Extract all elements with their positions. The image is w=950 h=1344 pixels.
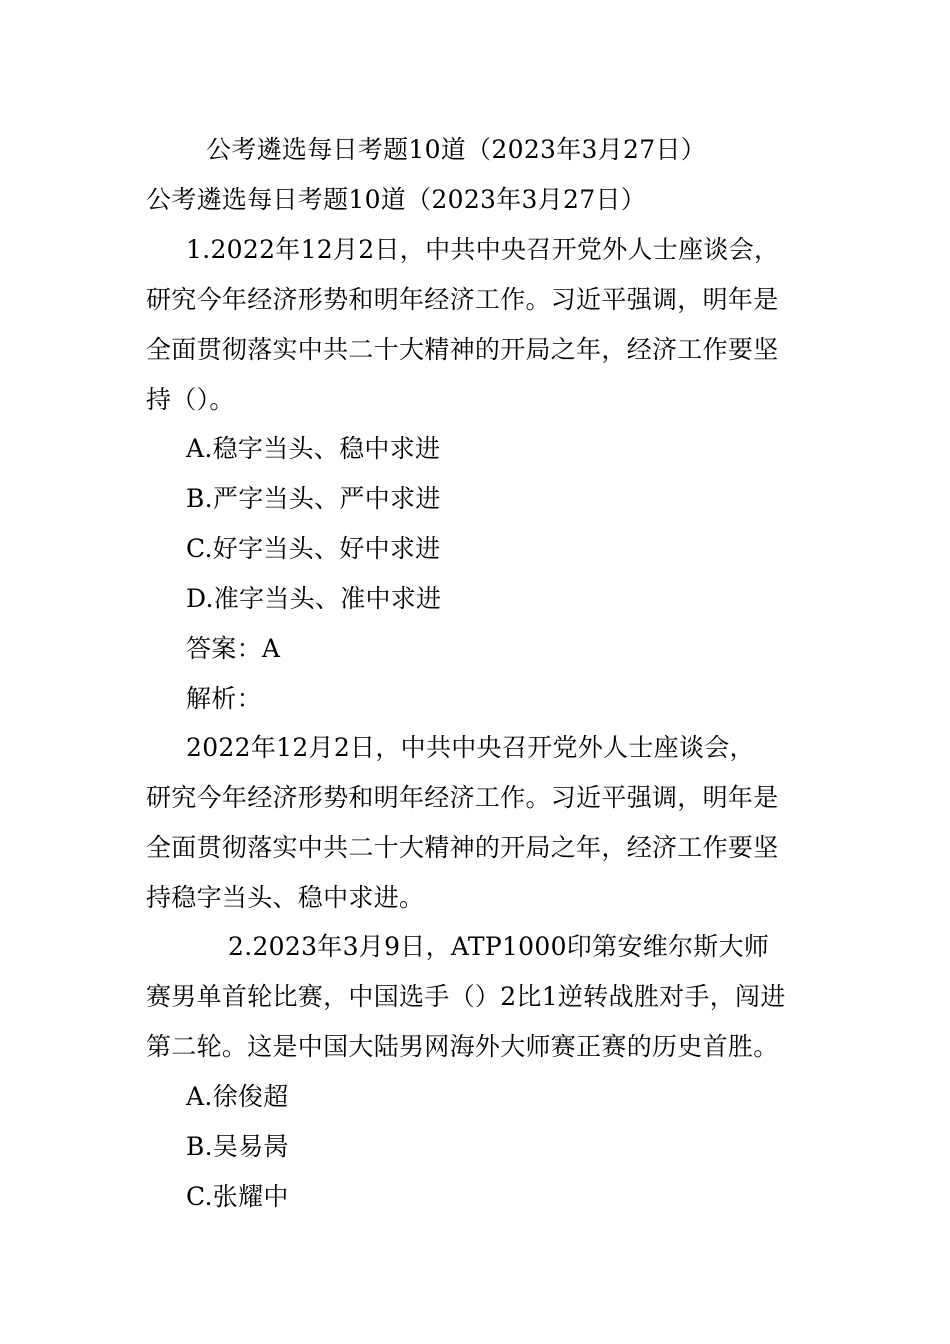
question-1-option-b: B.严字当头、严中求进 bbox=[186, 484, 441, 513]
question-2-line-3: 第二轮。这是中国大陆男网海外大师赛正赛的历史首胜。 bbox=[146, 1032, 779, 1061]
question-1-option-a: A.稳字当头、稳中求进 bbox=[186, 434, 441, 463]
question-1-line-4: 持（）。 bbox=[146, 385, 235, 414]
question-2-option-b: B.吴易昺 bbox=[186, 1132, 289, 1161]
question-1-analysis-line-1: 2022年12月2日，中共中央召开党外人士座谈会， bbox=[186, 733, 755, 762]
question-1-option-c: C.好字当头、好中求进 bbox=[186, 534, 441, 563]
question-2-option-c: C.张耀中 bbox=[186, 1182, 289, 1211]
document-title-centered: 公考遴选每日考题10道（2023年3月27日） bbox=[206, 135, 707, 164]
question-2-line-1: 2.2023年3月9日，ATP1000印第安维尔斯大师 bbox=[228, 932, 770, 961]
document-title: 公考遴选每日考题10道（2023年3月27日） bbox=[146, 185, 647, 214]
question-1-analysis-line-2: 研究今年经济形势和明年经济工作。习近平强调，明年是 bbox=[146, 783, 779, 812]
question-1-analysis-label: 解析： bbox=[186, 684, 262, 713]
question-1-line-2: 研究今年经济形势和明年经济工作。习近平强调，明年是 bbox=[146, 285, 779, 314]
question-1-line-3: 全面贯彻落实中共二十大精神的开局之年，经济工作要坚 bbox=[146, 335, 779, 364]
question-1-analysis-line-4: 持稳字当头、稳中求进。 bbox=[146, 883, 425, 912]
question-1-option-d: D.准字当头、准中求进 bbox=[186, 584, 442, 613]
question-1-answer: 答案：A bbox=[186, 634, 281, 663]
question-2-option-a: A.徐俊超 bbox=[186, 1082, 289, 1111]
question-1-line-1: 1.2022年12月2日，中共中央召开党外人士座谈会， bbox=[186, 235, 780, 264]
question-1-analysis-line-3: 全面贯彻落实中共二十大精神的开局之年，经济工作要坚 bbox=[146, 833, 779, 862]
question-2-line-2: 赛男单首轮比赛，中国选手（）2比1逆转战胜对手，闯进 bbox=[146, 982, 786, 1011]
